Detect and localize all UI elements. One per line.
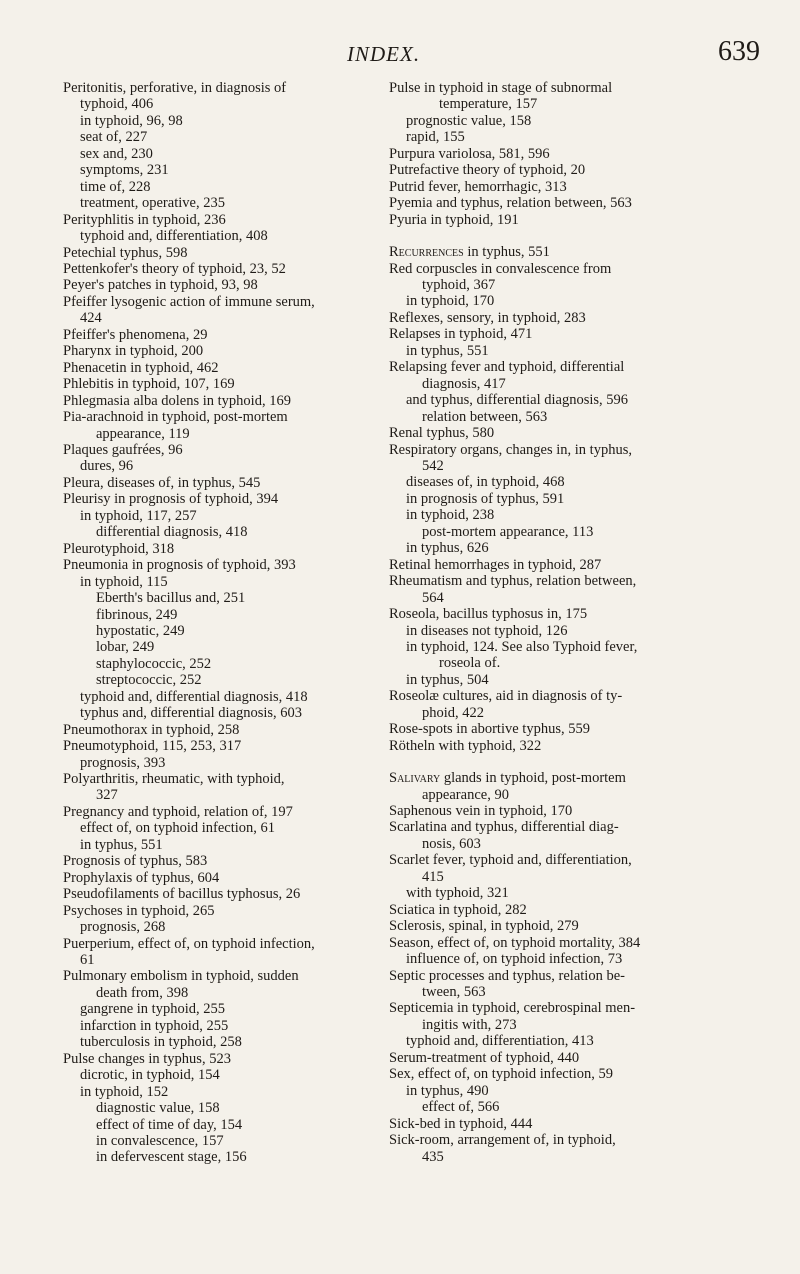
index-entry: Phenacetin in typhoid, 462 [63,359,219,376]
index-entry: 61 [80,952,95,969]
section-gap [389,228,725,244]
index-entry: Pneumonia in prognosis of typhoid, 393 [63,557,296,574]
index-entry: diagnosis, 417 [422,375,506,392]
index-entry: streptococcic, 252 [96,672,202,689]
index-entry: Sick-bed in typhoid, 444 [389,1115,533,1132]
index-entry: appearance, 119 [96,425,190,442]
index-entry: typhoid, 367 [422,276,496,293]
index-entry: Putrid fever, hemorrhagic, 313 [389,178,567,195]
index-entry: Pneumothorax in typhoid, 258 [63,721,240,738]
index-entry: Pulse changes in typhus, 523 [63,1050,231,1067]
running-title: INDEX. [347,42,421,66]
index-entry: gangrene in typhoid, 255 [80,1001,225,1018]
index-entry: Rötheln with typhoid, 322 [389,737,542,754]
index-entry: Puerperium, effect of, on typhoid infection, [63,935,315,952]
index-entry: typhoid and, differentiation, 413 [406,1033,594,1050]
index-entry: relation between, 563 [422,408,548,425]
index-entry: in defervescent stage, 156 [96,1149,247,1166]
section-lead-word: Salivary [389,770,441,787]
index-entry: Recurrences in typhus, 551 [389,244,550,261]
index-entry: 415 [422,868,444,885]
index-entry: Sclerosis, spinal, in typhoid, 279 [389,918,579,935]
index-entry: prognostic value, 158 [406,112,532,129]
index-entry: in convalescence, 157 [96,1133,224,1149]
index-entry: Sick-room, arrangement of, in typhoid, [389,1132,616,1149]
index-entry: typhoid and, differential diagnosis, 418 [80,688,308,705]
index-entry: in typhus, 551 [406,342,489,359]
index-entry: Pseudofilaments of bacillus typhosus, 26 [63,886,301,903]
index-entry: Red corpuscles in convalescence from [389,260,612,277]
index-entry: Prognosis of typhus, 583 [63,853,208,870]
index-entry: Phlegmasia alba dolens in typhoid, 169 [63,392,291,409]
index-entry: prognosis, 268 [80,919,166,936]
index-entry: and typhus, differential diagnosis, 596 [406,392,629,409]
index-entry: Scarlet fever, typhoid and, differentiation, [389,852,632,869]
index-entry: in typhus, 490 [406,1082,489,1099]
index-entry: in typhoid, 152 [80,1083,169,1100]
index-entry: 435 [422,1148,444,1165]
index-entry: hypostatic, 249 [96,622,185,639]
index-entry: Polyarthritis, rheumatic, with typhoid, [63,771,285,788]
index-entry: Pleura, diseases of, in typhus, 545 [63,474,261,491]
index-entry: Renal typhus, 580 [389,425,495,442]
index-entry: ingitis with, 273 [422,1016,517,1033]
index-entry: typhus and, differential diagnosis, 603 [80,705,303,722]
index-entry: Reflexes, sensory, in typhoid, 283 [389,309,586,326]
index-entry: Pyuria in typhoid, 191 [389,211,519,228]
index-entry: Plaques gaufrées, 96 [63,441,183,458]
index-entry: effect of, on typhoid infection, 61 [80,820,276,837]
index-entry: roseola of. [439,655,501,672]
index-entry: Sciatica in typhoid, 282 [389,901,527,918]
index-entry: in typhoid, 117, 257 [80,507,197,524]
index-entry: effect of, 566 [422,1099,500,1116]
index-entry: Pfeiffer lysogenic action of immune serum, [63,293,315,310]
index-entry: in typhoid, 96, 98 [80,112,183,129]
index-entry: Pyemia and typhus, relation between, 563 [389,195,632,212]
index-entry: Relapses in typhoid, 471 [389,326,533,343]
index-entry: Scarlatina and typhus, differential diag- [389,819,619,836]
index-entry: Petechial typhus, 598 [63,244,188,261]
index-entry: Rose-spots in abortive typhus, 559 [389,721,590,738]
index-entry: Pneumotyphoid, 115, 253, 317 [63,738,242,755]
index-entry: prognosis, 393 [80,754,166,771]
index-entry: Psychoses in typhoid, 265 [63,902,215,919]
index-entry: typhoid, 406 [80,96,154,113]
index-entry: Respiratory organs, changes in, in typhus, [389,441,632,458]
index-entry: diseases of, in typhoid, 468 [406,474,565,491]
index-entry: Pfeiffer's phenomena, 29 [63,326,208,343]
index-entry: 424 [80,310,102,327]
index-entry: lobar, 249 [96,639,155,656]
index-entry: differential diagnosis, 418 [96,524,248,541]
index-entry: 564 [422,589,444,606]
index-entry: Season, effect of, on typhoid mortality, 384 [389,934,641,951]
index-entry: Perityphlitis in typhoid, 236 [63,211,226,228]
index-entry: sex and, 230 [80,145,153,162]
index-entry: Septicemia in typhoid, cerebrospinal men- [389,1000,636,1017]
index-entry: Roseolæ cultures, aid in diagnosis of ty- [389,688,623,705]
index-entry: fibrinous, 249 [96,606,178,623]
index-entry: dures, 96 [80,458,134,475]
index-entry: Pulmonary embolism in typhoid, sudden [63,968,299,985]
index-entry: Pettenkofer's theory of typhoid, 23, 52 [63,260,286,277]
index-entry: Eberth's bacillus and, 251 [96,590,246,607]
page-header [0,34,800,74]
index-entry: Pleurisy in prognosis of typhoid, 394 [63,491,279,508]
index-entry: Pregnancy and typhoid, relation of, 197 [63,803,293,820]
index-entry: 542 [422,457,444,474]
index-column-left [63,80,383,1166]
index-entry: Prophylaxis of typhus, 604 [63,869,220,886]
index-entry: Pulse in typhoid in stage of subnormal [389,80,613,96]
index-entry: Pleurotyphoid, 318 [63,540,175,557]
index-entry: Rheumatism and typhus, relation between, [389,573,637,590]
index-entry: temperature, 157 [439,96,538,113]
index-entry: 327 [96,787,118,804]
index-entry: Saphenous vein in typhoid, 170 [389,803,573,820]
index-entry: Pia-arachnoid in typhoid, post-mortem [63,409,288,426]
index-entry: Salivary glands in typhoid, post-mortem [389,770,626,787]
index-entry: Pharynx in typhoid, 200 [63,343,204,360]
section-lead-word: Recurrences [389,244,464,261]
index-column-right [389,80,725,1165]
index-entry: post-mortem appearance, 113 [422,523,594,540]
index-entry: rapid, 155 [406,129,465,146]
index-entry: typhoid and, differentiation, 408 [80,228,268,245]
index-entry: seat of, 227 [80,129,148,146]
section-gap [389,754,725,770]
index-entry: Peyer's patches in typhoid, 93, 98 [63,277,258,294]
index-entry: influence of, on typhoid infection, 73 [406,951,623,968]
index-entry: in typhus, 551 [80,836,163,853]
index-entry: Sex, effect of, on typhoid infection, 59 [389,1066,614,1083]
index-entry: Roseola, bacillus typhosus in, 175 [389,606,588,623]
index-entry: Peritonitis, perforative, in diagnosis of [63,80,287,96]
index-entry: death from, 398 [96,984,189,1001]
index-entry: Phlebitis in typhoid, 107, 169 [63,376,235,393]
index-entry: in typhoid, 170 [406,293,495,310]
index-entry: dicrotic, in typhoid, 154 [80,1067,220,1084]
index-entry: treatment, operative, 235 [80,195,225,212]
index-entry: with typhoid, 321 [406,885,509,902]
index-entry: Serum-treatment of typhoid, 440 [389,1049,580,1066]
index-entry: in diseases not typhoid, 126 [406,622,568,639]
index-entry: diagnostic value, 158 [96,1100,220,1117]
index-entry: tuberculosis in typhoid, 258 [80,1034,242,1051]
index-entry: in typhoid, 238 [406,507,495,524]
index-entry: Purpura variolosa, 581, 596 [389,145,550,162]
index-entry: in typhus, 626 [406,540,489,557]
index-entry: phoid, 422 [422,704,485,721]
index-entry: staphylococcic, 252 [96,655,212,672]
index-entry: nosis, 603 [422,835,481,852]
index-entry: tween, 563 [422,984,486,1001]
index-entry: symptoms, 231 [80,162,169,179]
index-entry: Septic processes and typhus, relation be- [389,967,625,984]
index-entry: in typhoid, 124. See also Typhoid fever, [406,638,638,655]
index-entry: Relapsing fever and typhoid, differential [389,359,625,376]
index-entry: appearance, 90 [422,786,509,803]
page-number: 639 [718,36,760,67]
index-entry: Putrefactive theory of typhoid, 20 [389,162,586,179]
index-entry: effect of time of day, 154 [96,1116,243,1133]
index-entry: in typhoid, 115 [80,573,168,590]
index-entry: in prognosis of typhus, 591 [406,490,565,507]
index-entry: Retinal hemorrhages in typhoid, 287 [389,556,602,573]
index-entry: time of, 228 [80,178,151,195]
index-entry: in typhus, 504 [406,671,489,688]
index-entry: infarction in typhoid, 255 [80,1017,229,1034]
